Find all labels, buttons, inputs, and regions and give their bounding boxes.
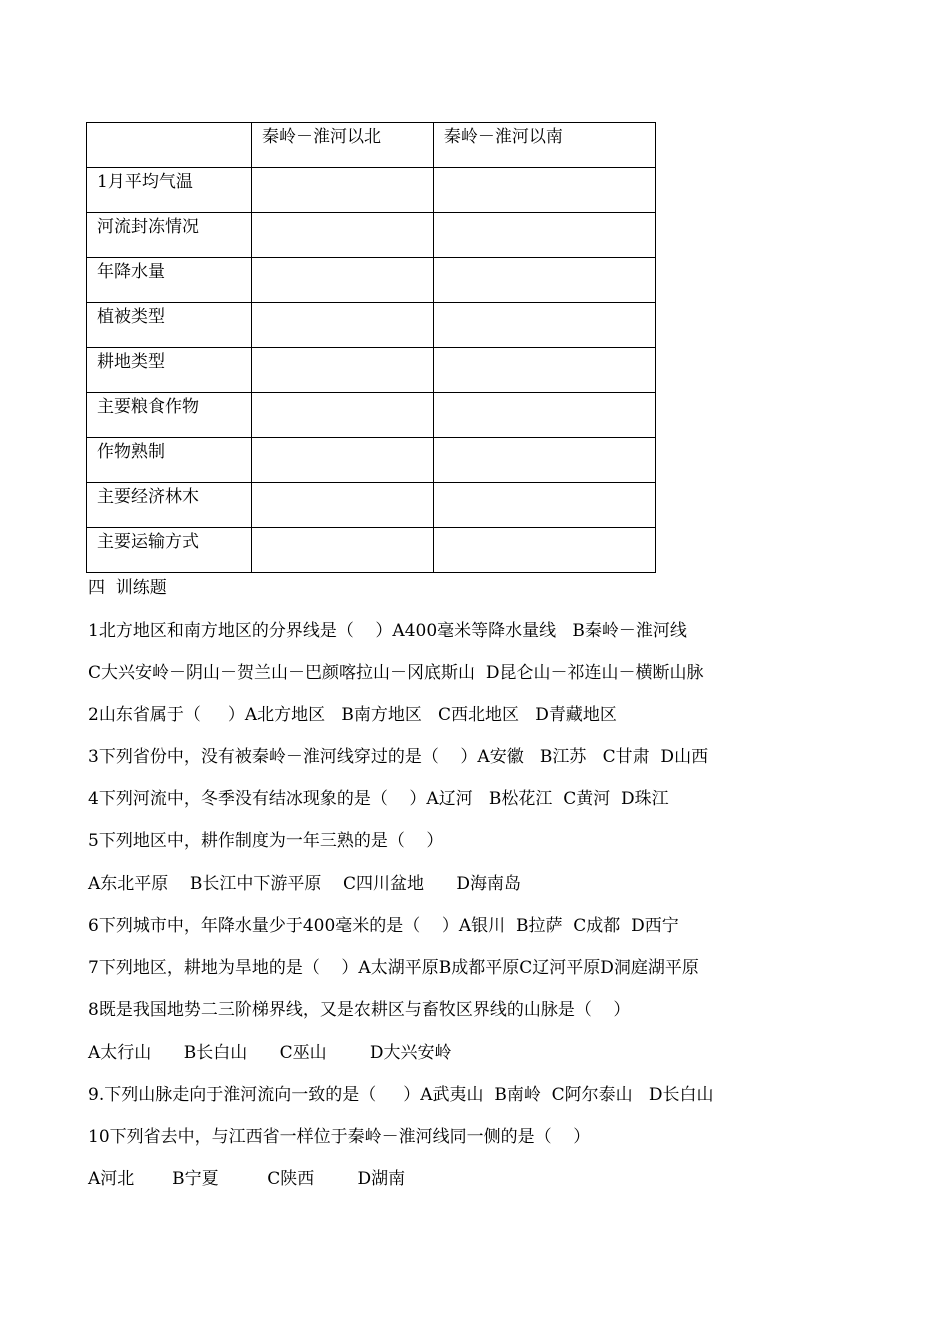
question-line: 10下列省去中，与江西省一样位于秦岭－淮河线同一侧的是（ ） xyxy=(88,1127,591,1147)
table-row xyxy=(87,168,656,213)
question-line: C大兴安岭－阴山－贺兰山－巴颜喀拉山－冈底斯山 D昆仑山－祁连山－横断山脉 xyxy=(88,663,704,683)
question-line: 7下列地区，耕地为旱地的是（ ）A太湖平原B成都平原C辽河平原D洞庭湖平原 xyxy=(88,958,699,978)
header-cell-blank xyxy=(87,123,252,168)
north-cell xyxy=(251,483,433,528)
question-line: 2山东省属于（ ）A北方地区 B南方地区 C西北地区 D青藏地区 xyxy=(88,705,617,725)
table-header-row xyxy=(87,123,656,168)
table-row xyxy=(87,528,656,573)
question-line: 3下列省份中，没有被秦岭－淮河线穿过的是（ ）A安徽 B江苏 C甘肃 D山西 xyxy=(88,747,709,767)
question-line: 8既是我国地势二三阶梯界线，又是农耕区与畜牧区界线的山脉是（ ） xyxy=(88,1000,631,1020)
row-label: 年降水量 xyxy=(87,258,252,303)
question-line: 6下列城市中，年降水量少于400毫米的是（ ）A银川 B拉萨 C成都 D西宁 xyxy=(88,916,679,936)
table-row xyxy=(87,393,656,438)
north-cell xyxy=(251,258,433,303)
south-cell xyxy=(433,483,655,528)
question-line: 9.下列山脉走向于淮河流向一致的是（ ）A武夷山 B南岭 C阿尔泰山 D长白山 xyxy=(88,1085,714,1105)
table-row xyxy=(87,303,656,348)
question-line: A河北 B宁夏 C陕西 D湖南 xyxy=(88,1169,406,1189)
question-line: 5下列地区中，耕作制度为一年三熟的是（ ） xyxy=(88,831,444,851)
header-cell-north: 秦岭－淮河以北 xyxy=(251,123,433,168)
table-row xyxy=(87,258,656,303)
table-row xyxy=(87,213,656,258)
north-cell xyxy=(251,168,433,213)
table-row xyxy=(87,483,656,528)
south-cell xyxy=(433,213,655,258)
north-cell xyxy=(251,348,433,393)
row-label: 1月平均气温 xyxy=(87,168,252,213)
row-label: 河流封冻情况 xyxy=(87,213,252,258)
north-cell xyxy=(251,438,433,483)
question-line: A太行山 B长白山 C巫山 D大兴安岭 xyxy=(88,1043,452,1063)
comparison-table xyxy=(86,122,656,573)
question-line: 4下列河流中，冬季没有结冰现象的是（ ）A辽河 B松花江 C黄河 D珠江 xyxy=(88,789,669,809)
header-cell-south: 秦岭－淮河以南 xyxy=(433,123,655,168)
row-label: 主要粮食作物 xyxy=(87,393,252,438)
question-line: 1北方地区和南方地区的分界线是（ ）A400毫米等降水量线 B秦岭－淮河线 xyxy=(88,621,687,641)
south-cell xyxy=(433,168,655,213)
question-line: A东北平原 B长江中下游平原 C四川盆地 D海南岛 xyxy=(88,874,522,894)
north-cell xyxy=(251,528,433,573)
south-cell xyxy=(433,348,655,393)
section-title: 四 训练题 xyxy=(88,578,167,598)
south-cell xyxy=(433,303,655,348)
south-cell xyxy=(433,258,655,303)
table-row xyxy=(87,348,656,393)
row-label: 主要运输方式 xyxy=(87,528,252,573)
north-cell xyxy=(251,303,433,348)
south-cell xyxy=(433,393,655,438)
south-cell xyxy=(433,438,655,483)
north-cell xyxy=(251,213,433,258)
table-row xyxy=(87,438,656,483)
north-cell xyxy=(251,393,433,438)
row-label: 作物熟制 xyxy=(87,438,252,483)
row-label: 植被类型 xyxy=(87,303,252,348)
south-cell xyxy=(433,528,655,573)
row-label: 耕地类型 xyxy=(87,348,252,393)
row-label: 主要经济林木 xyxy=(87,483,252,528)
